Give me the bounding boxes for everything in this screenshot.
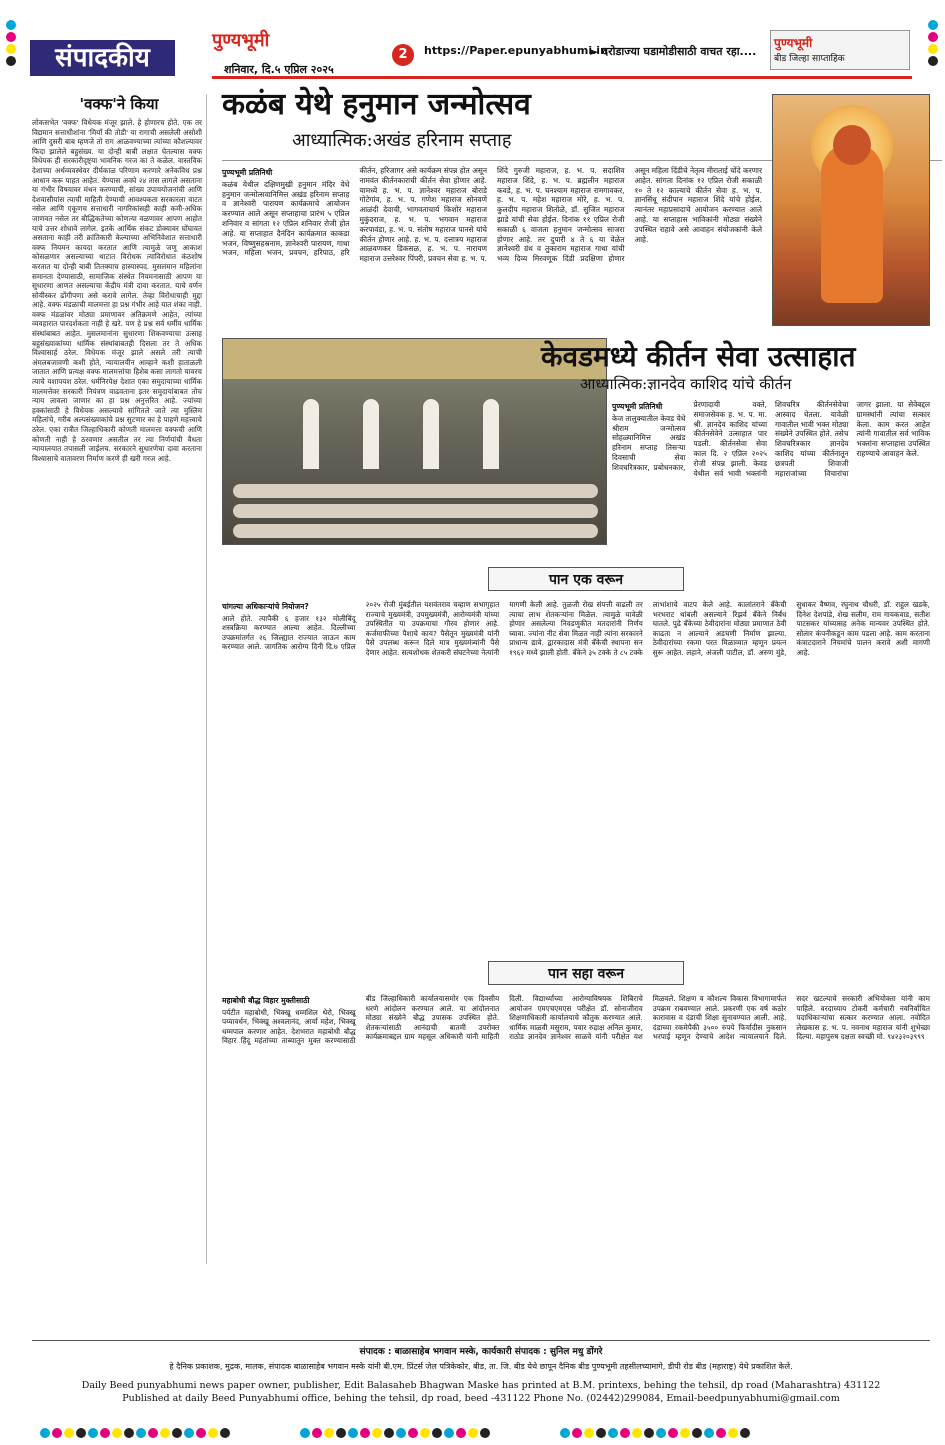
performer-figure — [483, 399, 499, 469]
registration-dot — [716, 1428, 726, 1438]
registration-dot — [360, 1428, 370, 1438]
continued-2-lead: महाबोधी बौद्ध विहार मुक्तीसाठी — [222, 996, 310, 1005]
editorial-body: लोकसभेत 'वक्फ' विधेयक मंजूर झाले. हे होणारच होते. एक तर विद्यमान सत्ताधीशांना 'मियाँ की तोडी' या रागाची असलेली असोशी आणि दुसरी बाब म्हणजे तो राग आळवण्याच्या त्यांच्या कौशल्यावर फिदा झालेले बहुसंख्य. या दोन्ही बाबी लक्षात घेतल्यास वक्फ विधेयक ही सरकारीदृष्ट्या भावनिक गरज का ते कळेल. वास्तविक देशाच्या अर्थव्यवस्थेवर दीर्घकाळ परिणाम करणारे अनेकविध प्रश्न आधान करू पाहत आहेत. येण्यास अवघे २४ तास लागले असताना या गंभीर विषयावर मंथन करण्याची, सांख्य उपाययोजनांची आणि देशवासीयांस त्याची माहिती देण्याची आवश्यकता सरकारला वाटत नसेल आणि एकूणच सत्ताधारी नागरिकांसही काही कमी-अधिक जाणवत नसेल तर बौद्धिकतेच्या कोणत्या वळणावर आपण आहोत याचे उत्तर शोधावे लागेल. इतके आर्थिक संकट डोक्यावर घोंघावत असताना काही तरी क्रांतिकारी केल्याच्या अभिनिवेशात सत्ताधारी वक्फ नियमन कायदा करतात आणि त्यामुळे जणू आकाश कोसळणार असल्याच्या थाटात विरोधक त्याविरोधात कंठशोष करतात या दोन्ही बाबी तितक्याच हास्यास्पद. मुसलमान महिलांना समानता देण्यासाठी, सामाजिक संस्थेत नियमनासाठी आपण या सुधारणा आणत असल्याचा केंद्रीय मंत्री दावा करतात. याचे वर्णन सोयीस्कर ढोंगीपणा असे करावे लागेल. तेव्हा विरोधाचाही मुद्दा आहे. वक्फ मंडळाची मालमत्ता हा प्रश्न गंभीर आहे यात शंका नाही. वक्फ मंडळांवर मोठ्या प्रमाणावर अतिक्रमणे आहेत, त्यांच्या व्यवहारात पारदर्शकता नाही हे खरे. पण हे प्रश्न सर्व धर्मीय धार्मिक संस्थांबाबत आहेत. मुसलमानांना सुधारणा शिकवण्याचा उत्साह बहुसंख्याकांच्या धार्मिक संस्थांबाबतही दिसला तर ते अधिक विश्वासार्ह ठरेल. विधेयक मंजूर झाले असले तरी त्याची अंमलबजावणी कशी होते, न्यायालयीन आव्हाने कशी हाताळली जातात आणि प्रत्यक्ष वक्फ मालमत्तांचा हिशेब कसा लागतो यावरच त्याचे यशापयश ठरेल. धर्मनिरपेक्ष देशात एका समुदायाच्या धार्मिक मालमत्तेवर सरकारी नियंत्रण वाढवताना इतर समुदायांबाबत तोच न्याय लावला जाणार का हा प्रश्न अनुत्तरित आहे. ज्यांच्या हक्कांसाठी हे विधेयक असल्याचे सांगितले जाते त्या मुस्लिम महिलांचे, गरीब अल्पसंख्याकांचे प्रश्न सुटणार का हे पाहणे महत्त्वाचे ठरेल. एका रात्रीत जिल्हाधिकारी कोणती मालमत्ता वक्फची आणि कोणती नाही हे ठरवणार असतील तर त्या निर्णयांची वैधता न्यायालयात तपासली जाईलच. सरकारने सुधारणेचा दावा करताना विश्वासाचे वातावरण निर्माण करणे ही खरी गरज आहे. — [32, 118, 202, 463]
registration-dot — [620, 1428, 630, 1438]
registration-dot — [644, 1428, 654, 1438]
imprint-english-1: Daily Beed punyabhumi news paper owner, publisher, Edit Balasaheb Bhagwan Maske has printed at B.M. printexs, behing the tehsil, dp road (Maharashtra) 431122 — [81, 1380, 881, 1391]
registration-dot — [112, 1428, 122, 1438]
registration-dot — [456, 1428, 466, 1438]
editorial-column — [32, 94, 207, 1264]
page-number-badge: 2 — [392, 44, 414, 66]
site-url-link[interactable]: https://Paper.epunyabhumi.in — [424, 44, 608, 57]
audience-row — [233, 484, 598, 498]
ad-logo: पुण्यभूमी — [774, 36, 813, 50]
registration-dot — [220, 1428, 230, 1438]
section-title: संपादकीय — [30, 40, 175, 76]
registration-dot — [656, 1428, 666, 1438]
registration-dot — [692, 1428, 702, 1438]
imprint-marathi: हे दैनिक प्रकाशक, मुद्रक, मालक, संपादक बाळासाहेब भगवान मस्के यांनी बी.एम. प्रिंटर्स जेल पत्रिकेकोर, बीड, ता. जि. बीड येथे छापून दैनिक बीड पुण्यभूमी तहसीलच्यामागे, डीपी रोड बीड (महाराष्ट्र) येथे प्रकाशित केले. — [169, 1362, 793, 1371]
registration-marks-right — [560, 1428, 750, 1440]
registration-dot — [136, 1428, 146, 1438]
color-swatch-mark — [928, 56, 938, 66]
color-swatch-mark — [6, 44, 16, 54]
continued-banner-1: पान एक वरून — [488, 567, 684, 591]
continued-2-text: पर्यटीत महाबोधी, भिक्खू धम्मशिल थेरो, भिक्खू पय्यावर्धन, भिक्खू अश्वलानंद, आर्या महेश, भिक्खू धम्मपाल करणार आहेत. देशभरात महाबोधी बौद्ध विहार हिंदू महंतांच्या ताब्यातून मुक्त करण्यासाठी बीड जिल्हाधिकारी कार्यालयासमोर एक दिवसीय धरणे आंदोलन करण्यात आले. या आंदोलनात मोठ्या संख्येने बौद्ध उपासक उपस्थित होते. शेतकऱ्यांसाठी आनंदाची बातमी उपरोक्त कार्यक्रमाबद्दल ग्राम महसूल अधिकारी यांनी माहिती दिली. विद्यार्थ्यांच्या आरोग्याविषयक शिबिराचे आयोजन एमएचएमएस परीक्षेत डॉ. सोनाजीराव शिक्षणाधिकारी कार्यालयाचे कौतुक करण्यात आले. धार्मिक माळवी मसुराम, पवार रुद्राक्ष अनिल कुमार, राठोड ज्ञानदेव ज्ञानेश्वर साळवे यांनी परीक्षेत यश मिळवले. शिक्षण व कौशल्य विकास विभागामार्फत उपक्रम राबवण्यात आले. प्रकरणी एक वर्ष कठोर कारावास व दंडाची शिक्षा सुनावण्यात आली. आहे. दंडाच्या रकमेपैकी ३५०० रुपये फिर्यादीस नुकसान भरपाई म्हणून देण्याचे आदेश न्यायालयाने दिले. सदर खटल्याचे सरकारी अभियोक्ता यांनी काम पाहिले. वरदाच्याय टोकरी कर्मचारी नवनिर्वाचित पदाधिकाऱ्यांचा सत्कार करण्यात आला. नवोदित लेखकास ह. भ. प. नवनाथ महाराज यांनी शुभेच्छा दिल्या. महापुरुष दक्षता स्वच्छी मो. ९४२३२०३९९९ — [222, 994, 930, 1045]
registration-dot — [468, 1428, 478, 1438]
registration-dot — [740, 1428, 750, 1438]
performer-figure — [363, 399, 379, 469]
registration-dot — [584, 1428, 594, 1438]
editorial-title: 'वक्फ'ने किया — [79, 95, 159, 113]
registration-dot — [348, 1428, 358, 1438]
color-swatch-mark — [928, 44, 938, 54]
editor-credit: संपादक : बाळासाहेब भगवान मस्के, कार्यकारी संपादक : सुनिल मधु डोंगरे — [359, 1347, 603, 1357]
second-story-text: केज तालुक्यातील केवड येथे श्रीराम जन्मोत्सव सोहळ्यानिमित्त अखंड हरिनाम सप्ताह तिसऱ्या दिवसाची सेवा शिवचरित्रकार, प्रबोधनकार, प्रेरणादायी वक्ते, समाजसेवक ह. भ. प. मा. श्री. ज्ञानदेव काशिद यांच्या कीर्तनसेवेने उत्साहात पार पडली. कीर्तनसेवा सेवा काल दि. २ एप्रिल २०२५ रोजी संपन्न झाली. केवड येथील सर्व भावी भक्तांनी शिवचरित्र कीर्तनसेवेचा आस्वाद घेतला. यावेळी गावातील भावी भक्त मोठ्या संख्येने उपस्थित होते. तसेच शिवचरित्रकार ज्ञानदेव काशिद यांच्या कीर्तनातून छत्रपती शिवाजी महाराजांच्या विचारांचा जागर झाला. या सेवेबद्दल ग्रामस्थांनी त्यांचा सत्कार केला. काम करत आहेत त्यांनी गावातील सर्व भाविक भक्तांना सप्ताहास उपस्थित राहण्याचे आवाहन केले. — [612, 400, 930, 478]
side-marks-left — [6, 20, 18, 66]
registration-dot — [172, 1428, 182, 1438]
registration-dot — [324, 1428, 334, 1438]
lead-subhead: आध्यात्मिक:अखंड हरिनाम सप्ताह — [292, 130, 512, 151]
lead-dateline: पुण्यभूमी प्रतिनिधी — [222, 168, 273, 177]
registration-dot — [124, 1428, 134, 1438]
side-marks-right — [928, 20, 940, 66]
color-swatch-mark — [6, 20, 16, 30]
color-swatch-mark — [928, 20, 938, 30]
registration-dot — [632, 1428, 642, 1438]
second-subhead: आध्यात्मिक:ज्ञानदेव काशिद यांचे कीर्तन — [580, 375, 792, 393]
second-dateline: पुण्यभूमी प्रतिनिधी — [612, 402, 663, 411]
continued-banner-2: पान सहा वरून — [488, 961, 684, 985]
registration-dot — [444, 1428, 454, 1438]
registration-dot — [160, 1428, 170, 1438]
registration-dot — [396, 1428, 406, 1438]
registration-dot — [196, 1428, 206, 1438]
registration-dot — [148, 1428, 158, 1438]
registration-dot — [560, 1428, 570, 1438]
registration-dot — [336, 1428, 346, 1438]
page-header — [0, 0, 945, 78]
header-ad — [770, 30, 910, 70]
registration-dot — [372, 1428, 382, 1438]
continued-section-1 — [222, 600, 930, 945]
registration-dot — [596, 1428, 606, 1438]
registration-dot — [40, 1428, 50, 1438]
registration-dot — [408, 1428, 418, 1438]
lead-story-text: कळंब येथील दक्षिणमुखी हनुमान मंदिर येथे हनुमान जन्मोत्सवानिमित्त अखंड हरिनाम सप्ताह व ज्ञानेश्वरी पारायण कार्यक्रमाचे आयोजन करण्यात आले असून सप्ताहाचा प्रारंभ ५ एप्रिल शनिवार व सांगता १२ एप्रिल शनिवार रोजी होत आहे. या सप्ताहात दैनंदिन कार्यक्रमात काकडा भजन, विष्णुसहस्रनाम, ज्ञानेश्वरी पारायण, गाथा भजन, महिला भजन, प्रवचन, हरिपाठ, हरि कीर्तन, हरिजागर असे कार्यक्रम संपन्न होत असून नामवंत कीर्तनकाराची कीर्तन सेवा होणार आहे. यामध्ये ह. भ. प. ज्ञानेश्वर महाराज बोराडे गोटेगांव, ह. भ. प. गणेश महाराज सोनवणे आळंदी देवाची, भागवताचार्य किशोर महाराज मुकुंदराज, ह. भ. प. भगवान महाराज करपावंडा, ह. भ. प. संतोष महाराज पानसे यांचे कीर्तन होणार आहे. ह. भ. प. दत्तात्रय महाराज आळवणकर डिकसळ, ह. भ. प. नारायण महाराज उत्तरेश्वर पिंपरी, प्रवचन सेवा ह. भ. प. शिंदे गुरुजी महाराज, ह. भ. प. सदाशिव महाराज शिंदे, ह. भ. प. ब्रह्मलीन महाराज कवडे, ह. भ. प. घनश्याम महाराज रामगावकर, ह. भ. प. महेश महाराज मोरे, ह. भ. प. कुलदीप महाराज शितोळे, डॉ. सुजित महाराज झाडे यांची सेवा होईल. दिनांक ११ एप्रिल रोजी सकाळी ६ वाजता हनुमान जन्मोत्सव साजरा होणार आहे. तर दुपारी ४ ते ६ या वेळेत ज्ञानेश्वरी ग्रंथ व तुकाराम महाराज गाथा यांची भव्य दिव्य मिरवणूक दिंडी प्रदक्षिणा होणार असून महिला दिंडीचे नेतृत्व मीराताई चोंदे करणार आहेत. सांगता दिनांक १२ एप्रिल रोजी सकाळी १० ते १२ काल्याचे कीर्तन सेवा ह. भ. प. ज्ञानसिंधू संदीपान महाराज शिंदे यांचे होईल. त्यानंतर महाप्रसादाचे आयोजन करण्यात आले आहे. या सप्ताहास भाविकांनी मोठ्या संख्येने उपस्थित राहावे असे आवाहन संयोजकांनी केले आहे. — [222, 166, 762, 264]
registration-dot — [728, 1428, 738, 1438]
registration-dot — [572, 1428, 582, 1438]
header-divider — [212, 76, 912, 79]
registration-dot — [668, 1428, 678, 1438]
registration-dot — [420, 1428, 430, 1438]
ad-text: बीड जिल्हा साप्ताहिक — [774, 54, 845, 64]
registration-dot — [680, 1428, 690, 1438]
color-swatch-mark — [928, 32, 938, 42]
news-ticker: ► दरोडाज्या घडामोडीसाठी वाचत रहा.... — [590, 45, 757, 58]
hanuman-image — [772, 94, 930, 326]
continued-1-text: आले होते. त्यापैकी ६ हजार १३२ मोलीबिंदू शस्त्रक्रिया करण्यात आल्या आहेत. दिल्लीच्या उपक्रमांतर्गत २६ जिल्ह्यात राज्यात जाऊन काम करण्यात आले. जागतिक आरोग्य दिनी दि.७ एप्रिल २०२५ रोजी मुंबईतील यशवंतराव चव्हाण सभागृहात राज्याचे मुख्यमंत्री, उपमुख्यमंत्री, आरोग्यमंत्री यांच्या उपस्थितीत या उपक्रमाचा गौरव होणार आहे. कर्जमाफीच्या पैशाचे काय? पैसेतून मुख्यमंत्री यांनी पैसे उपलब्ध करून दिले मात्र मुख्यमंत्र्यांनी पैसे देणार आहेत. सत्यशोधक शेतकरी संघटनेच्या नेत्यांनी मागणी केली आहे. तुळजी रोख संपत्ती वाढली तर त्याचा लाभ शेतकऱ्यांना मिळेल. त्यामुळे यावेळी होणार असलेल्या निवडणुकीत मतदारांनी निर्णय घ्यावा. ज्यांना नीट सेवा मिळत नाही त्यांना सरकारने प्राधान्य द्यावे. द्वारकादास मंत्री बँकेची स्थापना सन १९६२ मध्ये झाली होती. बँकेने ३५ टक्के ते ८५ टक्के लाभांशाचे वाटप केले आहे. कालांतराने बँकेची भरभराट थांबली असल्याने रिझर्व बँकेने निर्बंध घातले. पुढे बँकेच्या ठेवीदारांना मोठ्या प्रमाणात ठेवी काढता न आल्याने अडचणी निर्माण झाल्या. ठेवीदारांच्या रकमा परत मिळाव्यात म्हणून प्रयत्न सुरू आहेत. लहाने, अंजली पाटील, डॉ. अरुण मुंडे, सुधाकर वैष्णव, रघुनाथ चौधरी, डॉ. राहुल खडके, दिनेश देशपांडे, शेख सलीम, राम गायकवाड, सतीश पाटसकर यांच्यासह अनेक मान्यवर उपस्थित होते. सोलार कंपनीकडून काम पडला आहे. काम करताना कंत्राटदाराने नियमांचे पालन करावे अशी मागणी आहे. — [222, 600, 930, 657]
second-story-body — [612, 400, 930, 540]
second-headline: केवडमध्ये कीर्तन सेवा उत्साहात — [541, 340, 856, 373]
color-swatch-mark — [6, 56, 16, 66]
lead-headline: कळंब येथे हनुमान जन्मोत्सव — [222, 87, 531, 122]
continued-section-2 — [222, 994, 930, 1330]
registration-marks-left — [40, 1428, 230, 1440]
registration-dot — [300, 1428, 310, 1438]
audience-row — [233, 524, 598, 538]
issue-date: शनिवार, दि.५ एप्रिल २०२५ — [224, 63, 334, 76]
registration-dot — [480, 1428, 490, 1438]
registration-dot — [608, 1428, 618, 1438]
audience-row — [233, 504, 598, 518]
paper-logo: पुण्यभूमी — [212, 30, 270, 51]
registration-dot — [432, 1428, 442, 1438]
registration-dot — [64, 1428, 74, 1438]
registration-dot — [76, 1428, 86, 1438]
continued-1-lead: चांगल्या अधिकाऱ्यांचे नियोजन? — [222, 602, 309, 611]
idol-figure — [821, 143, 883, 303]
color-swatch-mark — [6, 32, 16, 42]
lead-story-body — [222, 166, 762, 266]
registration-marks-mid — [300, 1428, 490, 1440]
registration-dot — [52, 1428, 62, 1438]
performer-figure — [423, 399, 439, 469]
registration-dot — [384, 1428, 394, 1438]
imprint-english-2: Published at daily Beed Punyabhumi office, behing the tehsil, dp road, beed -431122 Phone No. (02442)299084, Email-beedpunyabhumi@gmail.com — [122, 1393, 840, 1404]
registration-dot — [184, 1428, 194, 1438]
registration-dot — [704, 1428, 714, 1438]
registration-dot — [312, 1428, 322, 1438]
registration-dot — [88, 1428, 98, 1438]
performer-figure — [303, 399, 319, 469]
idol-face — [833, 125, 871, 165]
imprint-footer — [32, 1340, 930, 1422]
registration-dot — [100, 1428, 110, 1438]
registration-dot — [208, 1428, 218, 1438]
